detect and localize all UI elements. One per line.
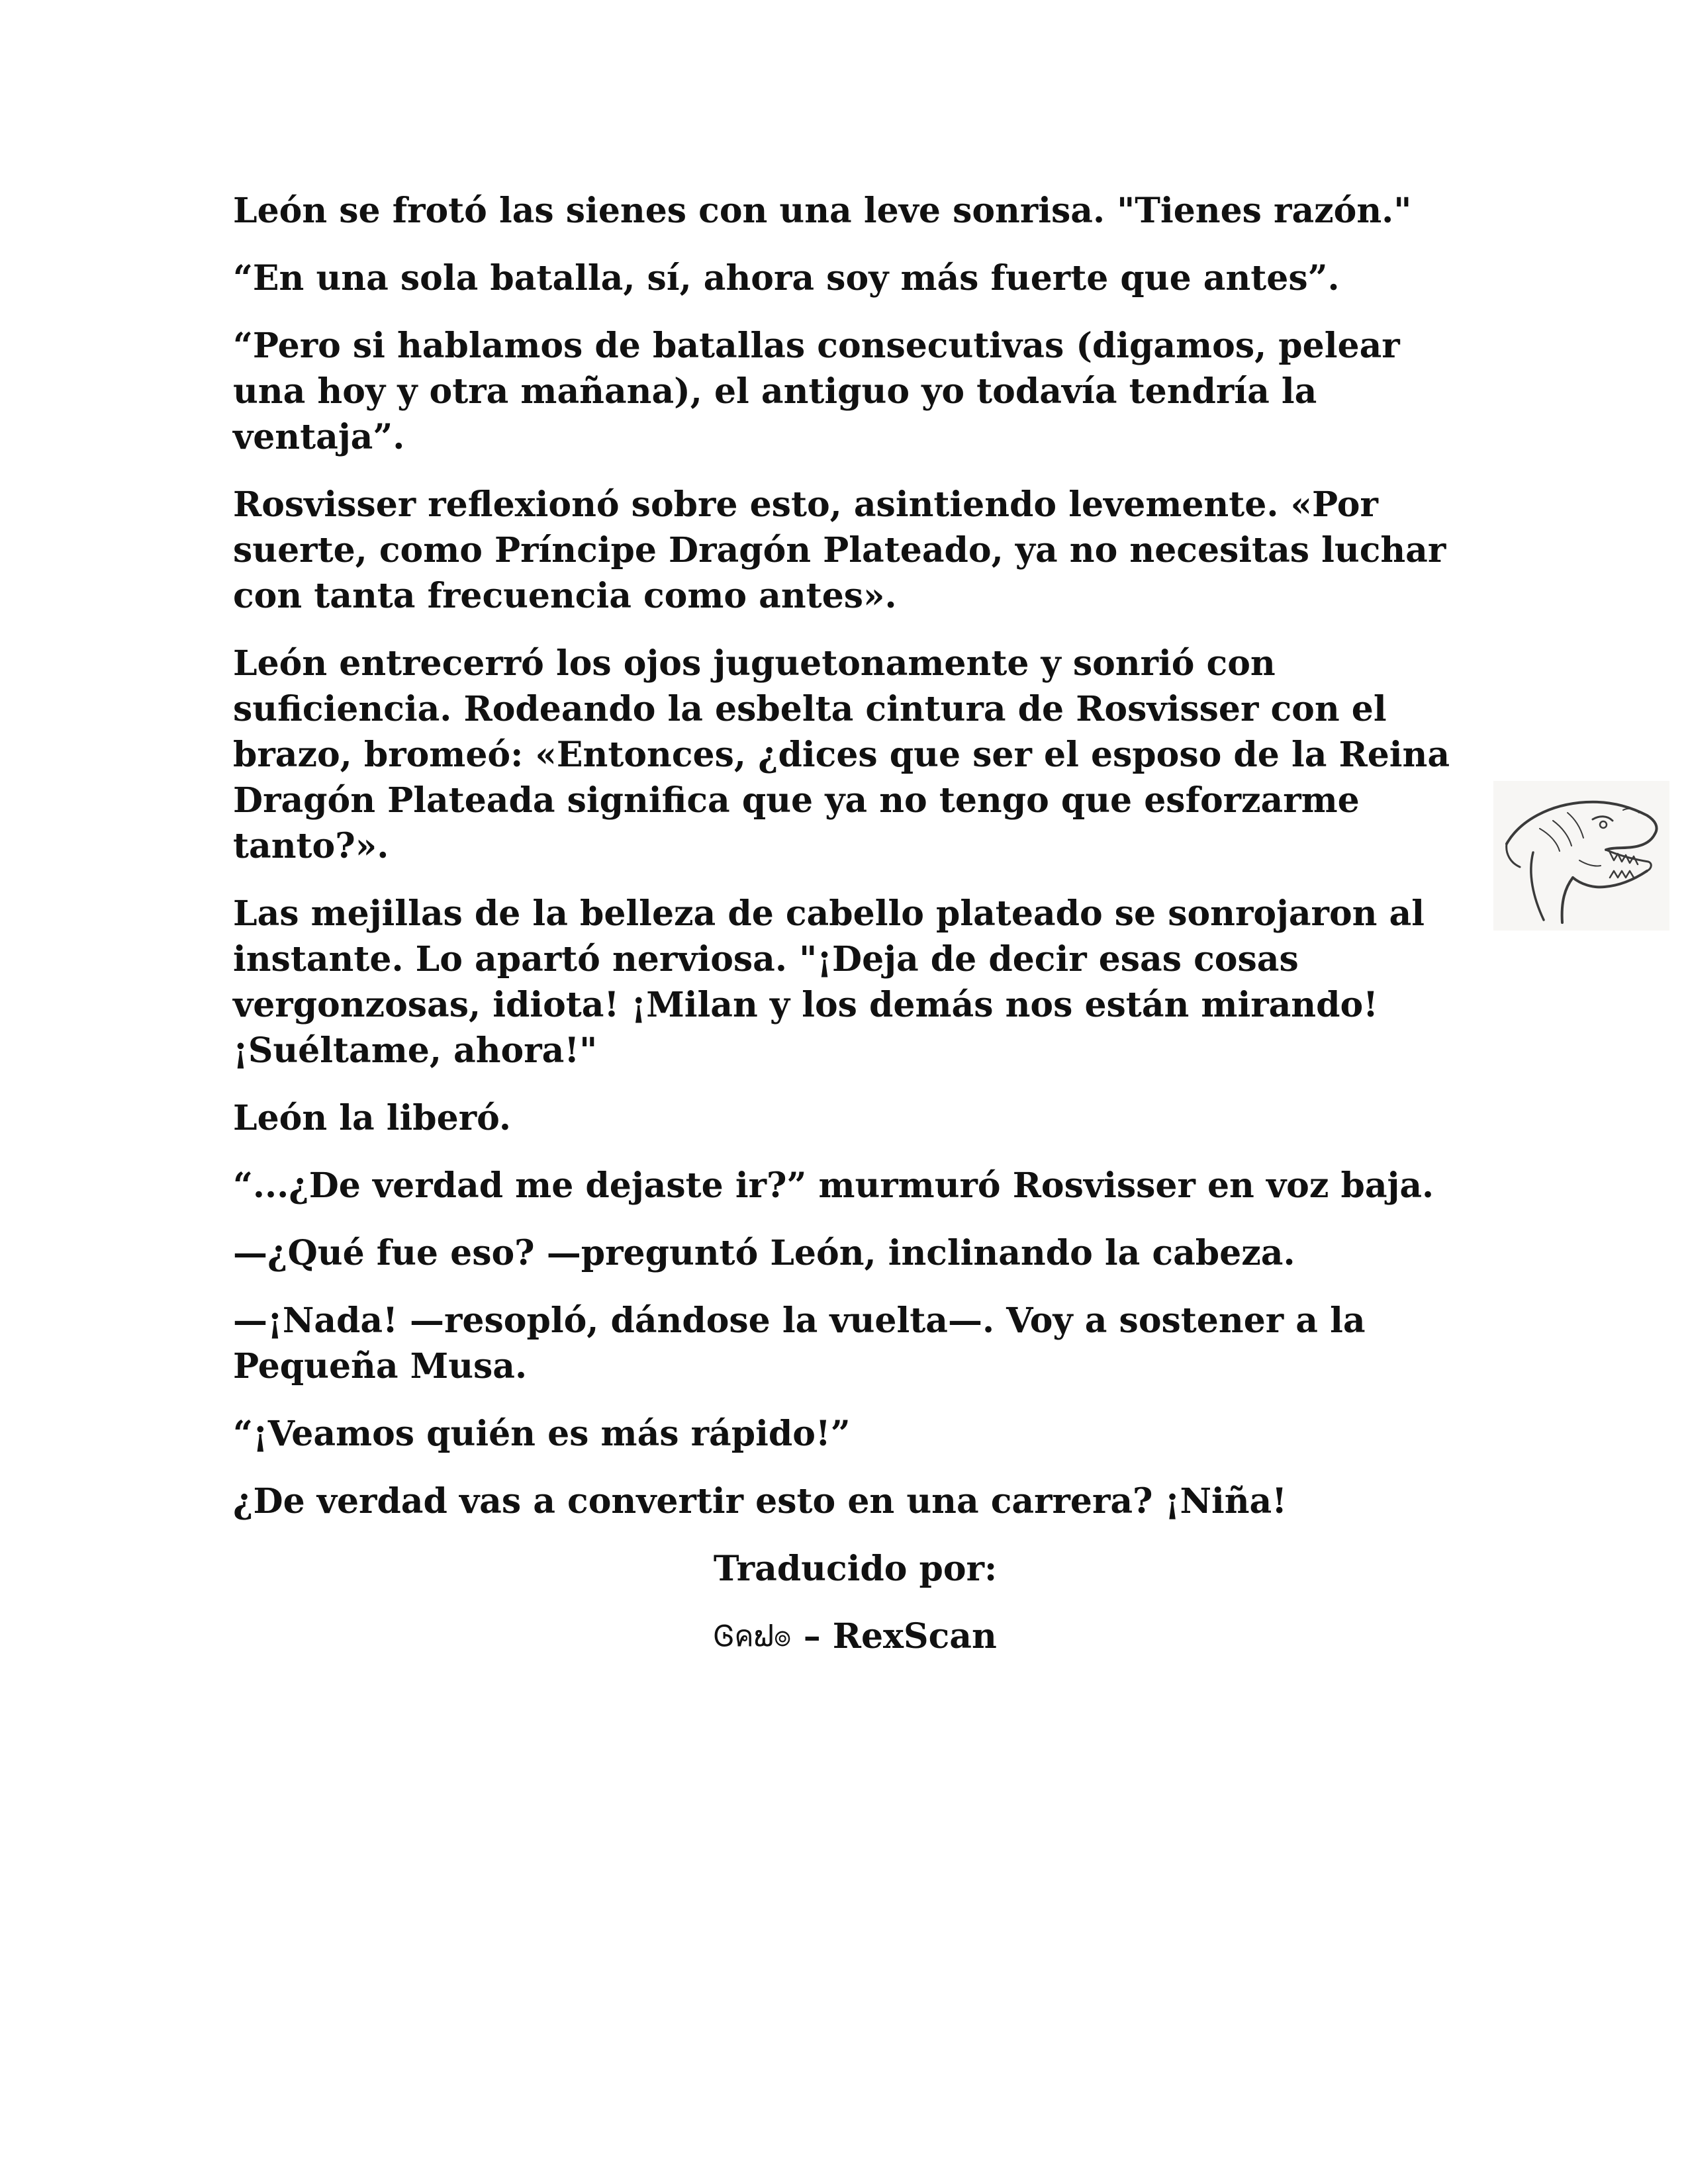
paragraph-6: Las mejillas de la belleza de cabello plateado se sonrojaron al instante. Lo apartó nerviosa. "¡Deja de decir esas cosas vergonzosas, idiota! ¡Milan y los demás nos están mirando! ¡Suéltame, ahora!": [233, 893, 1425, 1071]
paragraph-4: Rosvisser reflexionó sobre esto, asintiendo levemente. «Por suerte, como Príncipe Dragón Plateado, ya no necesitas luchar con tanta frecuencia como antes».: [233, 484, 1446, 616]
paragraph-2: “En una sola batalla, sí, ahora soy más fuerte que antes”.: [233, 258, 1340, 298]
scanlation-group: RexScan: [832, 1616, 997, 1657]
paragraph-8: “...¿De verdad me dejaste ir?” murmuró Rosvisser en voz baja.: [233, 1165, 1434, 1206]
paragraph-1: León se frotó las sienes con una leve sonrisa. "Tienes razón.": [233, 191, 1412, 231]
paragraph-9: —¿Qué fue eso? —preguntó León, inclinando la cabeza.: [233, 1233, 1295, 1273]
paragraph-7: León la liberó.: [233, 1098, 512, 1138]
translator-name: Ꮆคຟ๏: [714, 1619, 792, 1653]
chapter-text: [233, 188, 1477, 1659]
paragraph-3: “Pero si hablamos de batallas consecutivas (digamos, pelear una hoy y otra mañana), el antiguo yo todavía tendría la ventaja”.: [233, 326, 1400, 457]
credits-line: [233, 1614, 1477, 1659]
paragraph-10: —¡Nada! —resopló, dándose la vuelta—. Voy a sostener a la Pequeña Musa.: [233, 1300, 1366, 1387]
credits-separator: –: [803, 1616, 821, 1657]
trex-head-sketch-icon: [1493, 781, 1669, 931]
paragraph-11: “¡Veamos quién es más rápido!”: [233, 1414, 851, 1454]
paragraph-5: León entrecerró los ojos juguetonamente y sonrió con suficiencia. Rodeando la esbelta cintura de Rosvisser con el brazo, bromeó: «Entonces, ¿dices que ser el esposo de la Reina Dragón Plateada significa que ya no tengo que esforzarme tanto?».: [233, 643, 1450, 866]
credits-heading: Traducido por:: [713, 1549, 998, 1589]
paragraph-12: ¿De verdad vas a convertir esto en una carrera? ¡Niña!: [233, 1481, 1288, 1522]
